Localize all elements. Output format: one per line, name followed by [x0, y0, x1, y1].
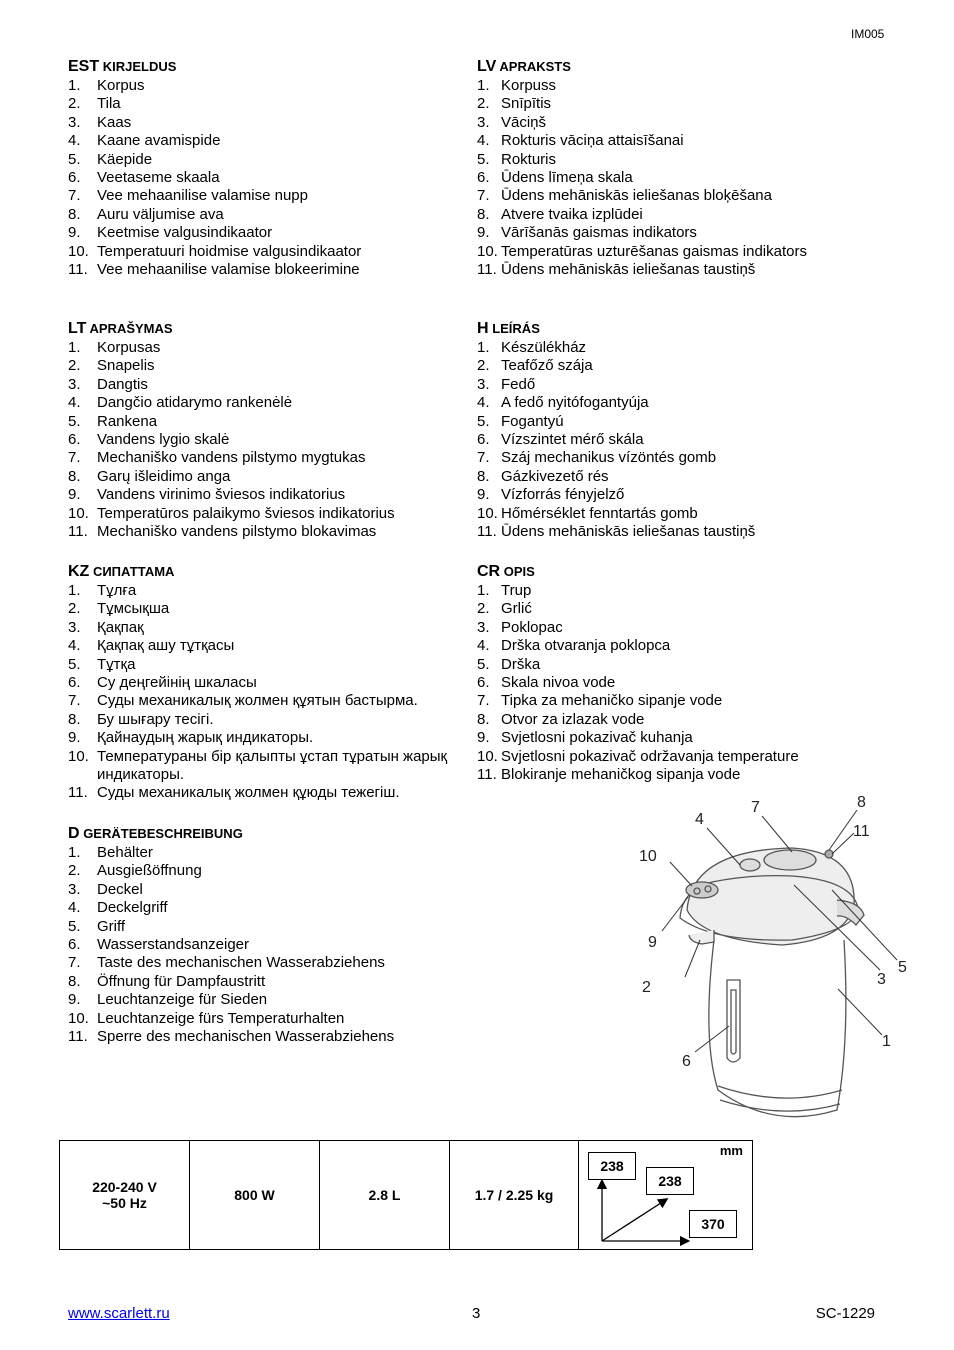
item-number: 6. — [477, 431, 490, 449]
parts-list — [477, 339, 877, 541]
dimension-width: 370 — [689, 1210, 737, 1238]
website-link[interactable]: www.scarlett.ru — [68, 1305, 170, 1322]
item-number: 10. — [68, 1009, 89, 1027]
item-text: Teafőző szája — [501, 357, 593, 375]
list-item — [68, 881, 468, 899]
item-number: 1. — [68, 582, 81, 599]
item-text: Leuchtanzeige für Sieden — [97, 991, 268, 1009]
item-number: 11. — [68, 523, 88, 541]
weight-cell: 1.7 / 2.25 kg — [450, 1141, 579, 1250]
list-item — [477, 711, 877, 729]
item-number: 2. — [68, 95, 81, 113]
item-number: 4. — [477, 132, 490, 150]
item-number: 3. — [477, 113, 490, 131]
item-text: Svjetlosni pokazivač kuhanja — [501, 729, 693, 747]
item-text: Ūdens mehāniskās ieliešanas taustiņš — [501, 523, 756, 541]
list-item — [477, 261, 877, 279]
item-text: Drška — [501, 655, 541, 673]
diagram-label: 4 — [695, 811, 704, 828]
list-item — [477, 582, 877, 600]
item-text: Blokiranje mehaničkog sipanja vode — [501, 766, 741, 784]
item-text: Svjetlosni pokazivač održavanja temperature — [501, 747, 799, 765]
power-cell: 800 W — [190, 1141, 320, 1250]
item-text: Temperatuuri hoidmise valgusindikaator — [97, 242, 362, 260]
section-kz — [68, 562, 468, 803]
item-text: Behälter — [97, 844, 153, 861]
thermopot-drawing — [632, 790, 922, 1135]
item-number: 7. — [68, 692, 81, 710]
item-number: 10. — [68, 504, 89, 522]
list-item — [68, 729, 448, 747]
item-text: Keetmise valgusindikaator — [97, 224, 273, 242]
item-number: 5. — [477, 150, 490, 168]
list-item — [68, 523, 468, 541]
item-number: 7. — [477, 692, 490, 710]
parts-list — [68, 582, 448, 803]
item-text: Készülékház — [501, 339, 587, 356]
item-number: 5. — [68, 150, 81, 168]
item-number: 9. — [477, 224, 490, 242]
item-number: 8. — [68, 972, 81, 990]
item-number: 6. — [477, 674, 490, 692]
section-heading: LT APRAŠYMAS — [68, 320, 173, 337]
list-item — [68, 844, 468, 862]
diagram-label: 10 — [639, 848, 657, 865]
item-text: Vee mehaanilise valamise nupp — [97, 187, 308, 205]
item-number: 11. — [477, 261, 497, 279]
item-text: Vandens lygio skalė — [97, 431, 230, 449]
list-item — [477, 413, 877, 431]
item-number: 5. — [68, 412, 81, 430]
item-text: Deckelgriff — [97, 899, 168, 917]
list-item — [477, 224, 877, 242]
list-item — [68, 1028, 468, 1046]
item-number: 3. — [68, 618, 81, 636]
list-item — [68, 505, 468, 523]
item-number: 11. — [68, 261, 88, 279]
diagram-label: 8 — [857, 794, 866, 811]
list-item — [477, 674, 877, 692]
item-text: Mechaniško vandens pilstymo blokavimas — [97, 523, 377, 541]
item-number: 1. — [477, 339, 490, 356]
list-item — [477, 619, 877, 637]
item-text: Rokturis — [501, 150, 557, 168]
section-d — [68, 824, 468, 1046]
list-item — [68, 224, 468, 242]
voltage-cell: 220-240 V ~50 Hz — [60, 1141, 190, 1250]
item-number: 4. — [68, 394, 81, 412]
item-text: A fedő nyitófogantyúja — [501, 394, 649, 412]
item-text: Kaane avamispide — [97, 132, 221, 150]
item-text: Sperre des mechanischen Wasserabziehens — [97, 1028, 395, 1046]
item-number: 2. — [68, 600, 81, 618]
list-item — [68, 692, 448, 710]
item-number: 10. — [477, 747, 498, 765]
item-text: Температураны бір қалыпты ұстап тұратын жарық индикаторы. — [97, 747, 448, 784]
item-number: 2. — [477, 357, 490, 375]
item-text: Snīpītis — [501, 95, 552, 113]
list-item — [68, 862, 468, 880]
item-number: 2. — [68, 357, 81, 375]
item-text: Käepide — [97, 150, 153, 168]
list-item — [68, 261, 468, 279]
item-text: Ausgießöffnung — [97, 862, 202, 880]
list-item — [477, 505, 877, 523]
item-text: Veetaseme skaala — [97, 169, 220, 187]
item-number: 6. — [477, 169, 490, 187]
list-item — [68, 413, 468, 431]
item-number: 6. — [68, 936, 81, 954]
item-number: 5. — [477, 655, 490, 673]
list-item — [477, 766, 877, 784]
item-text: Garų išleidimo anga — [97, 467, 231, 485]
item-number: 1. — [68, 339, 81, 356]
section-heading: EST KIRJELDUS — [68, 58, 177, 75]
item-text: Korpuss — [501, 77, 557, 94]
item-text: Суды механикалық жолмен құюды тежегіш. — [97, 784, 400, 802]
list-item — [68, 449, 468, 467]
list-item — [68, 95, 468, 113]
item-number: 10. — [477, 242, 498, 260]
list-item — [477, 206, 877, 224]
section-h — [477, 319, 877, 541]
item-text: Dangčio atidarymo rankenėlė — [97, 394, 293, 412]
item-text: Тұтқа — [97, 655, 136, 673]
item-number: 5. — [68, 917, 81, 935]
item-number: 2. — [477, 95, 490, 113]
section-cr — [477, 562, 877, 784]
list-item — [68, 132, 468, 150]
list-item — [68, 711, 448, 729]
section-heading: D GERÄTEBESCHREIBUNG — [68, 825, 243, 842]
item-number: 1. — [477, 77, 490, 94]
list-item — [68, 376, 468, 394]
item-number: 4. — [68, 132, 81, 150]
dimension-unit: mm — [719, 1143, 743, 1158]
item-text: Atvere tvaika izplūdei — [501, 205, 643, 223]
item-text: Fogantyú — [501, 412, 564, 430]
item-number: 4. — [68, 637, 81, 655]
item-text: Deckel — [97, 880, 143, 898]
list-item — [477, 151, 877, 169]
diagram-label: 9 — [648, 934, 657, 951]
item-text: Ūdens mehāniskās ieliešanas bloķēšana — [501, 187, 772, 205]
item-text: Vārīšanās gaismas indikators — [501, 224, 697, 242]
list-item — [68, 784, 448, 802]
list-item — [68, 600, 448, 618]
item-number: 9. — [477, 729, 490, 747]
list-item — [68, 674, 448, 692]
item-number: 5. — [477, 412, 490, 430]
list-item — [68, 394, 468, 412]
item-number: 7. — [68, 449, 81, 467]
list-item — [68, 431, 468, 449]
dimensions-cell — [579, 1141, 753, 1250]
list-item — [68, 936, 468, 954]
list-item — [477, 600, 877, 618]
list-item — [68, 954, 468, 972]
capacity-cell: 2.8 L — [320, 1141, 450, 1250]
dimension-height: 238 — [588, 1152, 636, 1180]
list-item — [477, 692, 877, 710]
list-item — [68, 748, 448, 785]
list-item — [68, 656, 448, 674]
list-item — [477, 637, 877, 655]
list-item — [68, 151, 468, 169]
item-number: 11. — [477, 523, 497, 541]
item-number: 6. — [68, 169, 81, 187]
diagram-label: 7 — [751, 799, 760, 816]
specs-table — [59, 1140, 753, 1250]
item-text: Бу шығару тесігі. — [97, 710, 214, 728]
item-number: 7. — [68, 187, 81, 205]
page-number: 3 — [472, 1305, 481, 1322]
item-number: 11. — [68, 784, 88, 802]
item-number: 3. — [68, 113, 81, 131]
item-number: 9. — [68, 729, 81, 747]
item-number: 8. — [477, 467, 490, 485]
item-number: 7. — [68, 954, 81, 972]
item-number: 4. — [477, 394, 490, 412]
list-item — [477, 187, 877, 205]
item-text: Қайнаудың жарық индикаторы. — [97, 729, 314, 747]
item-text: Vandens virinimo šviesos indikatorius — [97, 486, 346, 504]
item-text: Drška otvaranja poklopca — [501, 637, 671, 655]
item-text: Vízforrás fényjelző — [501, 486, 625, 504]
thermopot-diagram — [632, 790, 922, 1135]
list-item — [477, 169, 877, 187]
item-text: Rankena — [97, 412, 158, 430]
item-text: Griff — [97, 917, 126, 935]
section-lt — [68, 319, 468, 541]
diagram-label: 1 — [882, 1033, 891, 1050]
item-text: Vízszintet mérő skála — [501, 431, 644, 449]
item-text: Korpus — [97, 77, 145, 94]
item-text: Temperatūros palaikymo šviesos indikatorius — [97, 504, 395, 522]
item-text: Қақпақ — [97, 618, 144, 636]
item-text: Auru väljumise ava — [97, 205, 224, 223]
diagram-label: 11 — [853, 823, 870, 840]
item-number: 10. — [477, 504, 498, 522]
section-heading: LV APRAKSTS — [477, 58, 571, 75]
item-number: 1. — [68, 844, 81, 861]
item-text: Ūdens līmeņa skala — [501, 169, 633, 187]
item-text: Skala nivoa vode — [501, 674, 616, 692]
list-item — [477, 132, 877, 150]
item-number: 1. — [477, 582, 490, 599]
list-item — [477, 77, 877, 95]
list-item — [477, 523, 877, 541]
section-lv — [477, 57, 877, 279]
item-text: Snapelis — [97, 357, 155, 375]
section-heading: CR OPIS — [477, 563, 535, 580]
list-item — [477, 468, 877, 486]
dimension-depth: 238 — [646, 1167, 694, 1195]
list-item — [68, 468, 468, 486]
list-item — [68, 339, 468, 357]
diagram-label: 2 — [642, 979, 651, 996]
section-heading: H LEÍRÁS — [477, 320, 540, 337]
item-text: Vee mehaanilise valamise blokeerimine — [97, 261, 360, 279]
list-item — [68, 169, 468, 187]
item-text: Тұмсықша — [97, 600, 170, 618]
parts-list — [68, 339, 468, 541]
item-text: Wasserstandsanzeiger — [97, 936, 250, 954]
item-number: 8. — [68, 710, 81, 728]
item-number: 5. — [68, 655, 81, 673]
list-item — [477, 486, 877, 504]
list-item — [477, 431, 877, 449]
item-text: Grlić — [501, 600, 532, 618]
list-item — [68, 973, 468, 991]
list-item — [477, 394, 877, 412]
item-number: 8. — [477, 710, 490, 728]
item-number: 9. — [477, 486, 490, 504]
model-code: IM005 — [851, 27, 885, 41]
item-number: 9. — [68, 486, 81, 504]
item-text: Öffnung für Dampfaustritt — [97, 972, 266, 990]
item-number: 3. — [68, 880, 81, 898]
dimensions-figure — [579, 1141, 752, 1249]
item-text: Tila — [97, 95, 121, 113]
item-text: Rokturis vāciņa attaisīšanai — [501, 132, 684, 150]
item-text: Hőmérséklet fenntartás gomb — [501, 504, 698, 522]
parts-list — [477, 77, 877, 279]
list-item — [68, 77, 468, 95]
list-item — [68, 619, 448, 637]
footer-model: SC-1229 — [815, 1305, 875, 1322]
item-text: Kaas — [97, 113, 132, 131]
list-item — [68, 918, 468, 936]
item-text: Dangtis — [97, 375, 148, 393]
item-number: 11. — [68, 1028, 88, 1046]
item-text: Vāciņš — [501, 113, 547, 131]
list-item — [68, 582, 448, 600]
item-text: Poklopac — [501, 618, 563, 636]
item-number: 3. — [477, 618, 490, 636]
list-item — [477, 95, 877, 113]
item-text: Leuchtanzeige fürs Temperaturhalten — [97, 1009, 345, 1027]
parts-list — [68, 844, 468, 1046]
item-number: 2. — [477, 600, 490, 618]
item-number: 8. — [68, 467, 81, 485]
item-text: Суды механикалық жолмен құятын бастырма. — [97, 692, 418, 710]
item-number: 2. — [68, 862, 81, 880]
item-number: 7. — [477, 449, 490, 467]
section-est — [68, 57, 468, 279]
diagram-label: 5 — [898, 959, 907, 976]
list-item — [477, 339, 877, 357]
item-text: Gázkivezető rés — [501, 467, 609, 485]
list-item — [477, 376, 877, 394]
item-number: 10. — [68, 242, 89, 260]
list-item — [68, 243, 468, 261]
item-number: 9. — [68, 991, 81, 1009]
item-number: 7. — [477, 187, 490, 205]
item-number: 3. — [477, 375, 490, 393]
parts-list — [68, 77, 468, 279]
item-number: 8. — [477, 205, 490, 223]
item-number: 4. — [477, 637, 490, 655]
item-text: Fedő — [501, 375, 536, 393]
list-item — [477, 656, 877, 674]
diagram-label: 6 — [682, 1053, 691, 1070]
item-number: 4. — [68, 899, 81, 917]
specs-row — [60, 1141, 753, 1250]
list-item — [68, 637, 448, 655]
list-item — [68, 187, 468, 205]
item-text: Temperatūras uzturēšanas gaismas indikators — [501, 242, 807, 260]
list-item — [68, 206, 468, 224]
item-text: Қақпақ ашу тұтқасы — [97, 637, 235, 655]
list-item — [68, 1010, 468, 1028]
item-number: 1. — [68, 77, 81, 94]
item-number: 8. — [68, 205, 81, 223]
list-item — [477, 114, 877, 132]
list-item — [477, 357, 877, 375]
item-text: Mechaniško vandens pilstymo mygtukas — [97, 449, 366, 467]
item-text: Тұлға — [97, 582, 137, 599]
list-item — [477, 243, 877, 261]
item-number: 6. — [68, 431, 81, 449]
item-text: Су деңгейінің шкаласы — [97, 674, 257, 692]
item-text: Tipka za mehaničko sipanje vode — [501, 692, 723, 710]
list-item — [68, 991, 468, 1009]
list-item — [68, 486, 468, 504]
list-item — [68, 899, 468, 917]
item-text: Száj mechanikus vízöntés gomb — [501, 449, 717, 467]
item-text: Ūdens mehāniskās ieliešanas taustiņš — [501, 261, 756, 279]
diagram-label: 3 — [877, 971, 886, 988]
parts-list — [477, 582, 877, 784]
list-item — [68, 357, 468, 375]
item-number: 6. — [68, 674, 81, 692]
list-item — [477, 449, 877, 467]
list-item — [477, 748, 877, 766]
list-item — [477, 729, 877, 747]
item-number: 9. — [68, 224, 81, 242]
item-text: Trup — [501, 582, 532, 599]
item-text: Korpusas — [97, 339, 161, 356]
item-text: Taste des mechanischen Wasserabziehens — [97, 954, 385, 972]
list-item — [68, 114, 468, 132]
item-number: 10. — [68, 747, 89, 765]
item-number: 3. — [68, 375, 81, 393]
section-heading: KZ СИПАТТАМА — [68, 563, 175, 580]
item-number: 11. — [477, 766, 497, 784]
item-text: Otvor za izlazak vode — [501, 710, 645, 728]
